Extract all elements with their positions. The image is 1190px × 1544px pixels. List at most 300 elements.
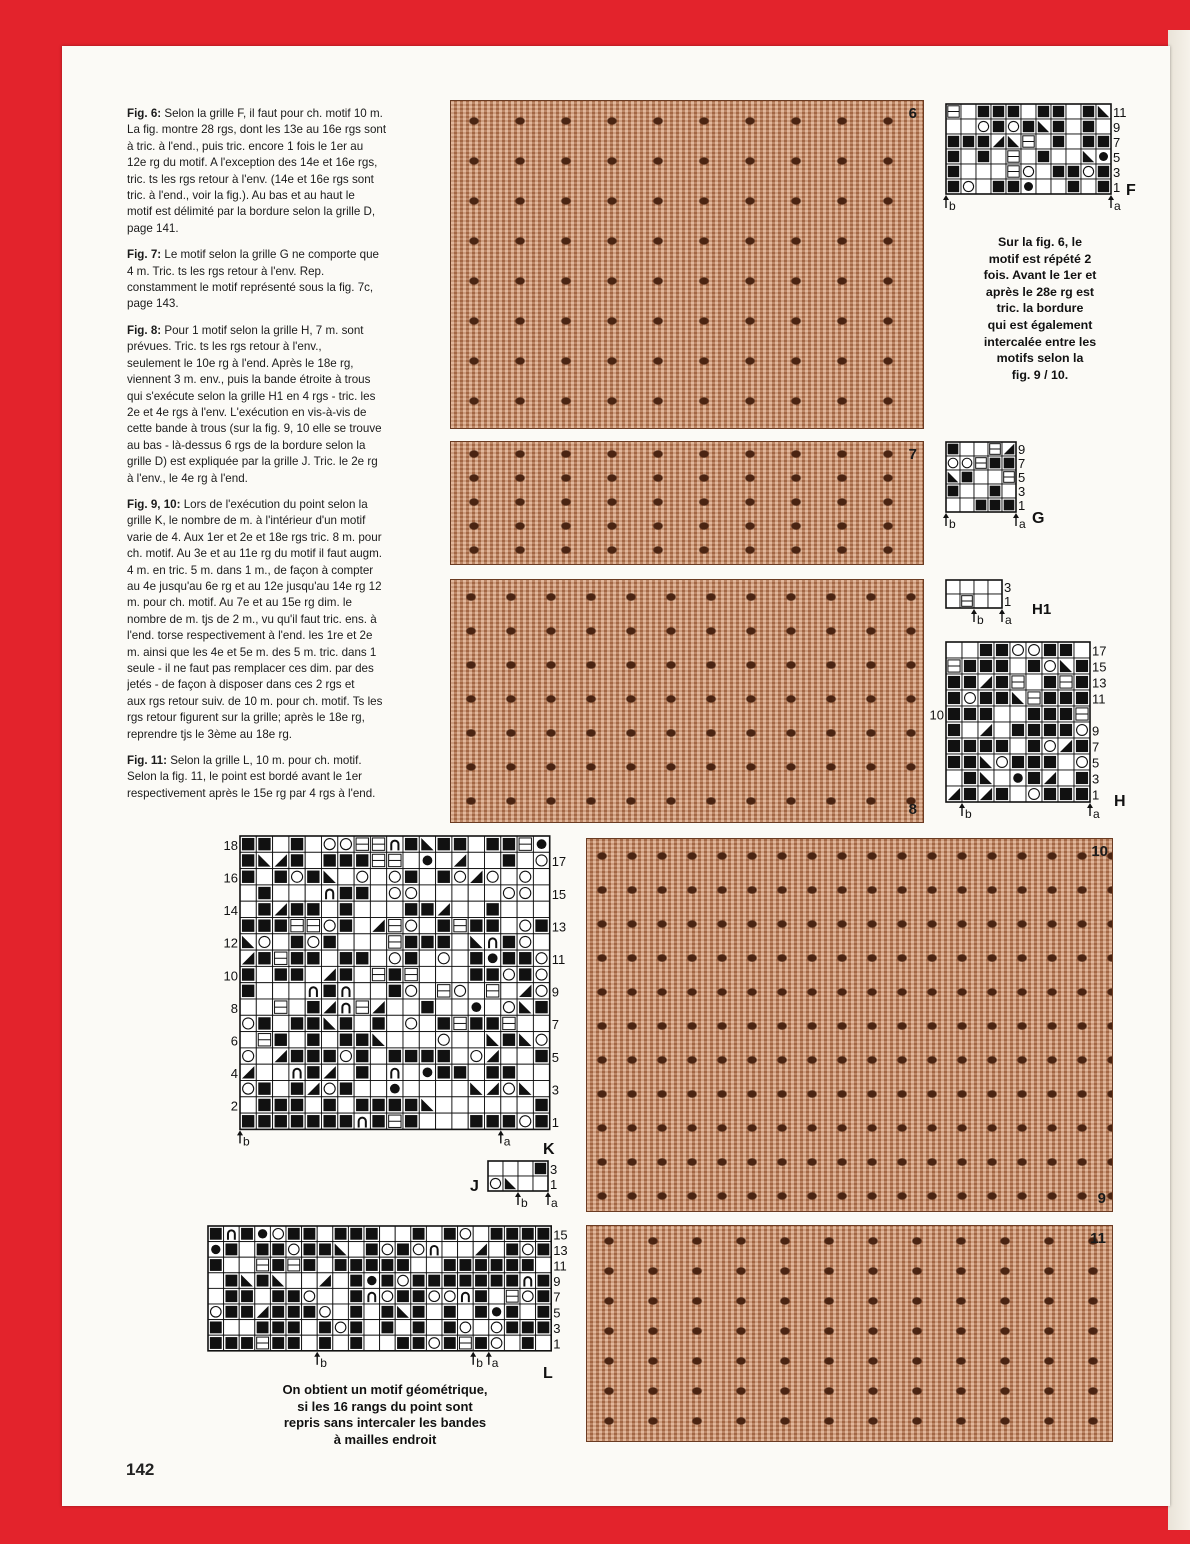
- grid-cell: [426, 1257, 442, 1273]
- grid-cell: [976, 164, 991, 179]
- row-number: 7: [551, 1017, 559, 1033]
- caption-line: On obtient un motif géométrique,: [282, 1382, 488, 1397]
- photo-fig-6: [450, 100, 924, 429]
- marker-label: a: [1005, 613, 1012, 627]
- grid-cell: [240, 901, 256, 917]
- grid-cell: [364, 1288, 380, 1304]
- instruction-paragraph: [127, 247, 432, 313]
- caption-line: motif est répété 2: [988, 251, 1092, 266]
- chart-grid-J: [460, 1157, 580, 1217]
- grid-cell: [256, 966, 272, 982]
- marker-label: a: [1114, 199, 1121, 213]
- grid-cell: [468, 1097, 484, 1113]
- grid-cell: [273, 983, 289, 999]
- grid-cell: [533, 1015, 549, 1031]
- row-number: 11: [553, 1258, 567, 1274]
- row-number: 9: [1018, 441, 1026, 457]
- grid-cell: [387, 1064, 403, 1080]
- text-line: [127, 454, 432, 470]
- caption-line: si les 16 rangs du point sont: [297, 1398, 473, 1414]
- grid-cell: [468, 836, 484, 852]
- grid-cell: [436, 966, 452, 982]
- grid-cell: [322, 1032, 338, 1048]
- grid-cell: [256, 983, 272, 999]
- text-line: [127, 727, 432, 743]
- row-number: 14: [223, 903, 238, 919]
- grid-cell: [348, 1242, 364, 1258]
- grid-cell: [354, 983, 370, 999]
- text-line: [127, 579, 432, 595]
- grid-cell: [489, 1242, 505, 1258]
- grid-cell: [354, 1015, 370, 1031]
- grid-cell: [533, 885, 549, 901]
- chart-grid-F: [940, 100, 1140, 225]
- grid-cell: [501, 1097, 517, 1113]
- marker-label: a: [1093, 807, 1100, 821]
- grid-cells: [240, 836, 550, 1129]
- figure-label: Fig. 8:: [127, 323, 162, 337]
- photo-fig-6-number: 6: [908, 105, 917, 122]
- text-span: jetés - de façon à disposer dans ces 2 rgs et: [127, 678, 355, 692]
- grid-cell: [994, 722, 1010, 738]
- figure-label: Fig. 7:: [127, 248, 162, 262]
- grid-cell: [962, 722, 978, 738]
- grid-cell: [208, 1288, 224, 1304]
- grid-cell: [452, 950, 468, 966]
- grid-cell: [517, 1015, 533, 1031]
- row-number: 5: [551, 1049, 559, 1065]
- grid-cell: [501, 1048, 517, 1064]
- grid-cell: [419, 1032, 435, 1048]
- text-span: aux rgs retour suiv. de 10 m. pour ch. motif. Ts les: [127, 694, 383, 708]
- grid-cell: [473, 1320, 489, 1336]
- figure-label: Fig. 9, 10:: [127, 497, 181, 511]
- grid-letter: F: [1126, 182, 1136, 199]
- text-line: [127, 172, 432, 188]
- text-span: Pour 1 motif selon la grille H, 7 m. sont: [164, 323, 364, 337]
- grid-cell: [1026, 674, 1042, 690]
- text-span: 4 m. Tric. ts les rgs retour à l'env. Rep.: [127, 264, 325, 278]
- row-number: 17: [1092, 643, 1107, 659]
- grid-letter: H: [1114, 793, 1126, 810]
- grid-cell: [436, 999, 452, 1015]
- grid-cell: [974, 484, 988, 498]
- text-line: [127, 438, 432, 454]
- grid-cell: [436, 885, 452, 901]
- grid-cell: [520, 1273, 536, 1289]
- grid-cell: [1010, 738, 1026, 754]
- grid-cell: [452, 1032, 468, 1048]
- grid-cell: [338, 869, 354, 885]
- grid-cell: [256, 869, 272, 885]
- text-line: [127, 339, 432, 355]
- caption-line: après le 28e rg est: [985, 284, 1095, 299]
- grid-cell: [403, 1032, 419, 1048]
- grid-cell: [411, 1257, 427, 1273]
- text-span: Selon la grille L, 10 m. pour ch. motif.: [170, 754, 362, 768]
- grid-cell: [1021, 149, 1036, 164]
- grid-cell: [387, 1015, 403, 1031]
- text-span: grille D) est expliquée par la grille J. Tric. le 2e rg: [127, 455, 378, 469]
- grid-cell: [333, 1304, 349, 1320]
- grid-cell: [946, 498, 960, 512]
- text-line: [127, 405, 432, 421]
- row-number: 1: [1092, 787, 1100, 803]
- grid-cell: [239, 1242, 255, 1258]
- grid-cell: [988, 594, 1002, 608]
- grid-cell: [239, 1257, 255, 1273]
- grid-cell: [305, 1097, 321, 1113]
- caption-line: Sur la fig. 6, le: [997, 235, 1082, 249]
- text-line: [127, 122, 432, 138]
- grid-cell: [419, 885, 435, 901]
- text-span: ch. motif. Au 3e et au 11e rg du motif il faut augm.: [127, 547, 382, 561]
- caption-line: motifs selon la: [996, 351, 1084, 366]
- text-span: Lors de l'exécution du point selon la: [183, 497, 368, 511]
- grid-cell: [960, 484, 974, 498]
- row-number: 9: [553, 1274, 561, 1290]
- row-number: 3: [550, 1161, 558, 1177]
- text-span: qui s'exécute selon la grille H1 en 4 rgs - tric. les: [127, 389, 376, 403]
- grid-cell: [273, 836, 289, 852]
- grid-cell: [991, 149, 1006, 164]
- grid-cell: [452, 934, 468, 950]
- row-number: 13: [551, 919, 567, 935]
- text-line: [127, 247, 432, 263]
- row-number: 17: [551, 854, 567, 870]
- text-span: rgs retour figurent sur la grille; après le 18e rg,: [127, 711, 365, 725]
- grid-cell: [452, 1113, 468, 1129]
- grid-cell: [1036, 179, 1051, 194]
- grid-cells: [946, 442, 1016, 512]
- text-line: [127, 106, 432, 122]
- row-number: 10: [929, 707, 944, 723]
- row-number: 9: [1113, 119, 1121, 135]
- text-span: Selon la grille F, il faut pour ch. motif 10 m.: [164, 107, 383, 120]
- row-number: 16: [223, 870, 238, 886]
- text-line: [127, 155, 432, 171]
- text-span: Le motif selon la grille G ne comporte que: [164, 248, 379, 262]
- row-number: 1: [553, 1336, 561, 1352]
- row-number: 5: [1113, 149, 1121, 165]
- caption-line: fig. 9 / 10.: [1011, 367, 1069, 382]
- grid-cell: [517, 1097, 533, 1113]
- grid-cell: [273, 1064, 289, 1080]
- grid-cell: [473, 1226, 489, 1242]
- instruction-paragraph: [127, 323, 432, 487]
- grid-cell: [289, 885, 305, 901]
- grid-cell: [1036, 164, 1051, 179]
- grid-cell: [256, 1048, 272, 1064]
- row-number: 7: [1092, 739, 1100, 755]
- grid-cells: [946, 104, 1111, 194]
- grid-cell: [289, 1064, 305, 1080]
- text-span: grille K, le nombre de m. à l'intérieur d'un motif: [127, 514, 366, 528]
- text-line: [127, 786, 432, 802]
- grid-cell: [452, 885, 468, 901]
- grid-cell: [960, 498, 974, 512]
- row-number: 1: [1018, 497, 1026, 513]
- grid-cell: [974, 470, 988, 484]
- grid-cell: [468, 1064, 484, 1080]
- grid-cell: [946, 642, 962, 658]
- grid-cell: [370, 885, 386, 901]
- text-span: à tric. à l'end., puis tric. encore 1 fois le 1er au: [127, 139, 364, 153]
- grid-cell: [946, 770, 962, 786]
- grid-cell: [419, 966, 435, 982]
- grid-cell: [504, 1335, 520, 1351]
- text-line: [127, 356, 432, 372]
- grid-cell: [419, 1015, 435, 1031]
- row-number: 6: [230, 1033, 238, 1049]
- grid-cell: [976, 179, 991, 194]
- grid-cell: [419, 918, 435, 934]
- grid-cell: [224, 1226, 240, 1242]
- marker-label: a: [491, 1355, 499, 1370]
- row-number: 13: [553, 1242, 568, 1258]
- grid-cell: [333, 1335, 349, 1351]
- grid-cell: [387, 999, 403, 1015]
- text-line: [127, 389, 432, 405]
- text-span: à l'env., le 4e rg à l'end.: [127, 471, 248, 485]
- grid-cell: [403, 999, 419, 1015]
- grid-cell: [518, 1176, 533, 1191]
- grid-cell: [517, 1064, 533, 1080]
- text-line: [127, 677, 432, 693]
- grid-cells: [946, 580, 1002, 608]
- grid-cell: [517, 852, 533, 868]
- grid-cell: [403, 1081, 419, 1097]
- grid-cell: [419, 983, 435, 999]
- instruction-paragraph: [127, 497, 432, 743]
- grid-cell: [1074, 642, 1090, 658]
- grid-cell: [240, 1032, 256, 1048]
- caption-grid-L: [225, 1382, 545, 1448]
- photo-fig-11-number: 11: [1090, 1230, 1106, 1247]
- photo-fig-7: [450, 441, 924, 565]
- grid-cell: [354, 934, 370, 950]
- text-line: [127, 661, 432, 677]
- grid-cell: [289, 999, 305, 1015]
- chart-grid-K: [210, 834, 580, 1160]
- row-number: 3: [1004, 579, 1012, 595]
- row-number: 5: [1018, 469, 1026, 485]
- grid-cell: [224, 1320, 240, 1336]
- grid-cell: [485, 934, 501, 950]
- grid-cell: [458, 1288, 474, 1304]
- grid-cell: [1010, 706, 1026, 722]
- text-line: [127, 612, 432, 628]
- text-line: [127, 221, 432, 237]
- grid-cell: [370, 869, 386, 885]
- grid-cell: [517, 901, 533, 917]
- grid-cell: [419, 1113, 435, 1129]
- grid-cell: [387, 836, 403, 852]
- text-span: nombre de m. tjs de 2 m., vu qu'il faut tric. ens. à: [127, 612, 377, 626]
- text-line: [127, 513, 432, 529]
- grid-cell: [354, 1081, 370, 1097]
- text-span: tric. ts les rgs retour à l'env. (14e et 16e rgs sont: [127, 172, 374, 186]
- row-number: 1: [550, 1176, 558, 1192]
- text-line: [127, 264, 432, 280]
- grid-cell: [240, 999, 256, 1015]
- grid-cell: [501, 983, 517, 999]
- caption-line: tric. la bordure: [996, 301, 1084, 316]
- grid-cell: [960, 442, 974, 456]
- grid-cell: [536, 1257, 552, 1273]
- grid-cell: [1051, 179, 1066, 194]
- grid-cell: [338, 983, 354, 999]
- grid-cell: [395, 1320, 411, 1336]
- grid-cell: [533, 1081, 549, 1097]
- grid-cell: [468, 901, 484, 917]
- grid-cell: [962, 642, 978, 658]
- text-span: motif est délimité par la bordure selon la grille D,: [127, 205, 376, 219]
- row-number: 4: [230, 1066, 238, 1082]
- grid-cell: [338, 999, 354, 1015]
- row-number: 11: [551, 951, 566, 967]
- grid-cell: [302, 1320, 318, 1336]
- grid-cell: [273, 934, 289, 950]
- grid-cell: [1002, 484, 1016, 498]
- grid-cell: [991, 164, 1006, 179]
- row-number: 1: [1004, 593, 1012, 609]
- row-number: 7: [1113, 134, 1121, 150]
- text-span: seulement le 10e rg à l'end. Après le 18e rg,: [127, 356, 354, 370]
- grid-cell: [452, 1048, 468, 1064]
- photo-fig-7-number: 7: [908, 446, 917, 463]
- chart-grid-G: [940, 438, 1080, 546]
- grid-cell: [1081, 179, 1096, 194]
- row-number: 7: [553, 1289, 561, 1305]
- grid-cell: [503, 1161, 518, 1176]
- grid-cell: [256, 1064, 272, 1080]
- grid-cell: [488, 1161, 503, 1176]
- grid-cell: [458, 1304, 474, 1320]
- grid-cell: [961, 119, 976, 134]
- grid-cell: [273, 1081, 289, 1097]
- grid-cell: [305, 836, 321, 852]
- grid-cell: [1058, 770, 1074, 786]
- text-span: page 143.: [127, 297, 179, 311]
- text-line: [127, 280, 432, 296]
- marker-label: a: [551, 1196, 558, 1210]
- grid-cell: [317, 1226, 333, 1242]
- grid-cell: [370, 950, 386, 966]
- grid-cell: [533, 934, 549, 950]
- grid-cell: [419, 1081, 435, 1097]
- text-line: [127, 139, 432, 155]
- text-line: [127, 563, 432, 579]
- grid-cell: [452, 966, 468, 982]
- grid-cell: [1096, 119, 1111, 134]
- grid-cell: [485, 852, 501, 868]
- marker-label: b: [977, 613, 984, 627]
- grid-cell: [370, 1081, 386, 1097]
- row-number: 5: [1092, 755, 1100, 771]
- marker-label: a: [1019, 517, 1026, 531]
- caption-line: repris sans intercaler les bandes: [283, 1415, 487, 1430]
- grid-cell: [305, 966, 321, 982]
- text-line: [127, 645, 432, 661]
- row-number: 11: [1092, 691, 1106, 707]
- text-span: m. ainsi que les 4e et 5e m. des 5 m. tric. dans 1: [127, 645, 377, 659]
- text-span: varie de 4. Aux 1er et 2e et 18e rgs tric. 8 m. pour: [127, 530, 382, 544]
- grid-cell: [452, 901, 468, 917]
- marker-label: b: [243, 1134, 250, 1149]
- grid-cell: [1036, 134, 1051, 149]
- grid-cell: [289, 983, 305, 999]
- grid-cell: [961, 149, 976, 164]
- photo-fig-9-number: 9: [1097, 1190, 1106, 1207]
- row-number: 1: [551, 1114, 559, 1130]
- next-page-edge: [1168, 30, 1190, 1530]
- chart-grid-H: [920, 640, 1140, 832]
- figure-label: Fig. 6:: [127, 107, 162, 120]
- caption-line: qui est également: [987, 317, 1093, 332]
- photo-fig-11: [586, 1225, 1113, 1442]
- grid-cell: [974, 594, 988, 608]
- grid-cell: [452, 999, 468, 1015]
- grid-cell: [305, 885, 321, 901]
- grid-cell: [468, 885, 484, 901]
- grid-cell: [452, 1081, 468, 1097]
- grid-cell: [370, 934, 386, 950]
- text-span: page 141.: [127, 221, 179, 235]
- grid-cells: [488, 1161, 548, 1191]
- grid-cell: [395, 1226, 411, 1242]
- grid-letter: G: [1032, 510, 1045, 527]
- grid-cell: [946, 119, 961, 134]
- grid-cell: [485, 1097, 501, 1113]
- grid-cell: [961, 164, 976, 179]
- grid-cell: [533, 1064, 549, 1080]
- text-line: [127, 628, 432, 644]
- grid-cell: [302, 1335, 318, 1351]
- grid-cell: [468, 1032, 484, 1048]
- grid-cell: [436, 1081, 452, 1097]
- grid-cell: [1021, 104, 1036, 119]
- grid-cell: [994, 706, 1010, 722]
- grid-cell: [452, 1097, 468, 1113]
- row-number: 5: [553, 1305, 561, 1321]
- text-span: seule - il ne faut pas remplacer ces dim. par des: [127, 662, 374, 675]
- grid-cell: [419, 869, 435, 885]
- grid-cell: [322, 950, 338, 966]
- grid-cell: [333, 1288, 349, 1304]
- grid-cell: [333, 1273, 349, 1289]
- text-span: m. pour ch. motif. Au 7e et au 15e rg dim. le: [127, 596, 352, 610]
- marker-label: b: [949, 517, 956, 531]
- chart-grid-H1: [940, 576, 1080, 632]
- grid-cell: [485, 885, 501, 901]
- grid-cell: [289, 1032, 305, 1048]
- figure-label: Fig. 11:: [127, 754, 167, 768]
- grid-cell: [1051, 149, 1066, 164]
- text-span: respectivement après le 15e rg par 4 rgs à l'end.: [127, 786, 376, 800]
- text-line: [127, 546, 432, 562]
- row-number: 9: [551, 984, 559, 1000]
- grid-cell: [370, 1064, 386, 1080]
- grid-cell: [1010, 786, 1026, 802]
- grid-cell: [533, 869, 549, 885]
- row-number: 9: [1092, 723, 1100, 739]
- grid-cell: [387, 901, 403, 917]
- grid-cell: [501, 901, 517, 917]
- grid-cell: [256, 999, 272, 1015]
- row-number: 13: [1092, 675, 1107, 691]
- grid-cell: [426, 1242, 442, 1258]
